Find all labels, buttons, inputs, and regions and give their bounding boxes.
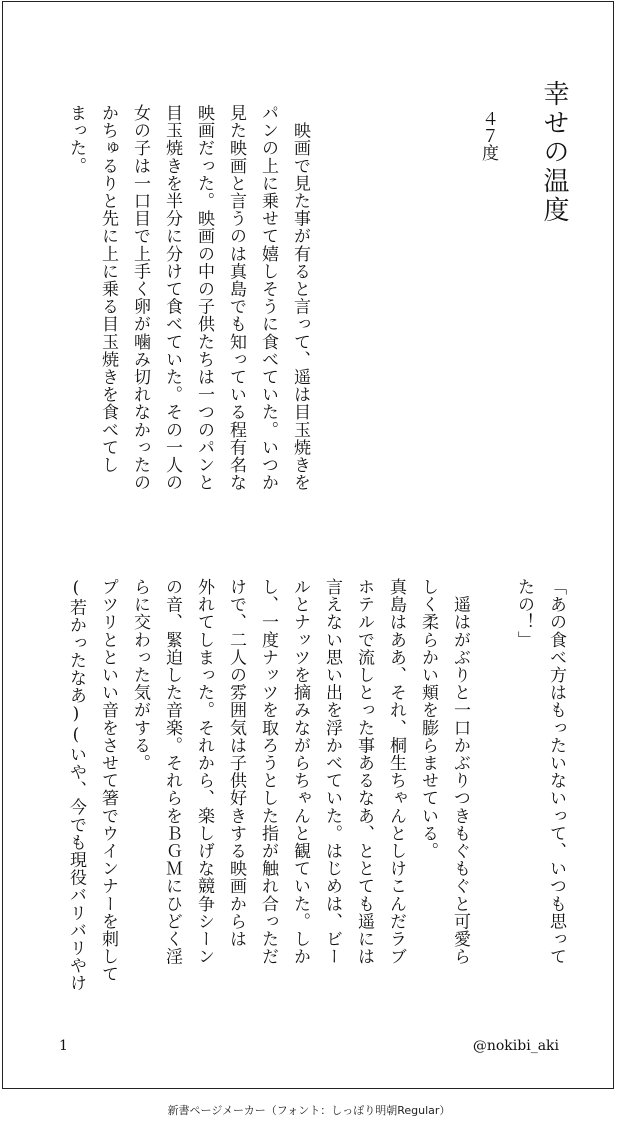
text-line: たの！」 xyxy=(514,578,534,649)
text-line: ホテルで流しとった事あるなあ、ととても遥には xyxy=(354,578,374,966)
text-line: 映画だった。映画の中の子供たちは一つのパンと xyxy=(194,104,214,492)
text-line: しく柔らかい頬を膨らませている。 xyxy=(418,578,438,860)
text-line: 真島はああ、それ、桐生ちゃんとしけこんだラブ xyxy=(386,578,406,966)
text-line: 映画で見た事が有ると言って、遥は目玉焼きを xyxy=(290,104,310,492)
text-line: かちゅるりと先に上に乗る目玉焼きを食べてし xyxy=(98,104,118,474)
text-line: プツリとといい音をさせて箸でウインナーを刺して xyxy=(98,578,118,983)
text-line: 目玉焼きを半分に分けて食べていた。その一人の xyxy=(162,104,182,492)
text-line: らに交わった気がする。 xyxy=(130,578,150,772)
text-line: 女の子は一口目で上手く卵が噛み切れなかったの xyxy=(130,104,150,492)
text-line: (若かったなあ)(いや、今でも現役バリバリやけ xyxy=(66,578,86,992)
text-line: し、一度ナッツを取ろうとした指が触れ合っただ xyxy=(258,578,278,966)
text-line: パンの上に乗せて嬉しそうに食べていた。いつか xyxy=(258,104,278,492)
chapter-heading: ４７度 xyxy=(478,110,498,161)
text-line: ルとナッツを摘みながらちゃんと観ていた。しか xyxy=(290,578,310,966)
text-line: まった。 xyxy=(66,104,86,175)
generator-caption: 新書ページメーカー（フォント：しっぽり明朝Regular） xyxy=(167,1104,451,1117)
text-line: けで、二人の雰囲気は子供好きする映画からは xyxy=(226,578,246,948)
text-line: 言えない思い出を浮かべていた。はじめは、ビー xyxy=(322,578,342,966)
text-line: 外れてしまった。それから、楽しげな競争シーン xyxy=(194,578,214,966)
story-title: 幸せの温度 xyxy=(539,80,569,225)
page-number: 1 xyxy=(59,1038,68,1054)
author-handle: @nokibi_aki xyxy=(472,1038,559,1054)
text-line: 遥はがぶりと一口かぶりつきもぐもぐと可愛ら xyxy=(450,578,470,966)
text-line: 見た映画と言うのは真島でも知っている程有名な xyxy=(226,104,246,492)
text-line: 「あの食べ方はもったいないって、いつも思って xyxy=(546,578,566,966)
text-line: の音、緊迫した音楽。それらをＢＧＭにひどく淫 xyxy=(162,578,182,966)
book-page xyxy=(2,1,614,1089)
